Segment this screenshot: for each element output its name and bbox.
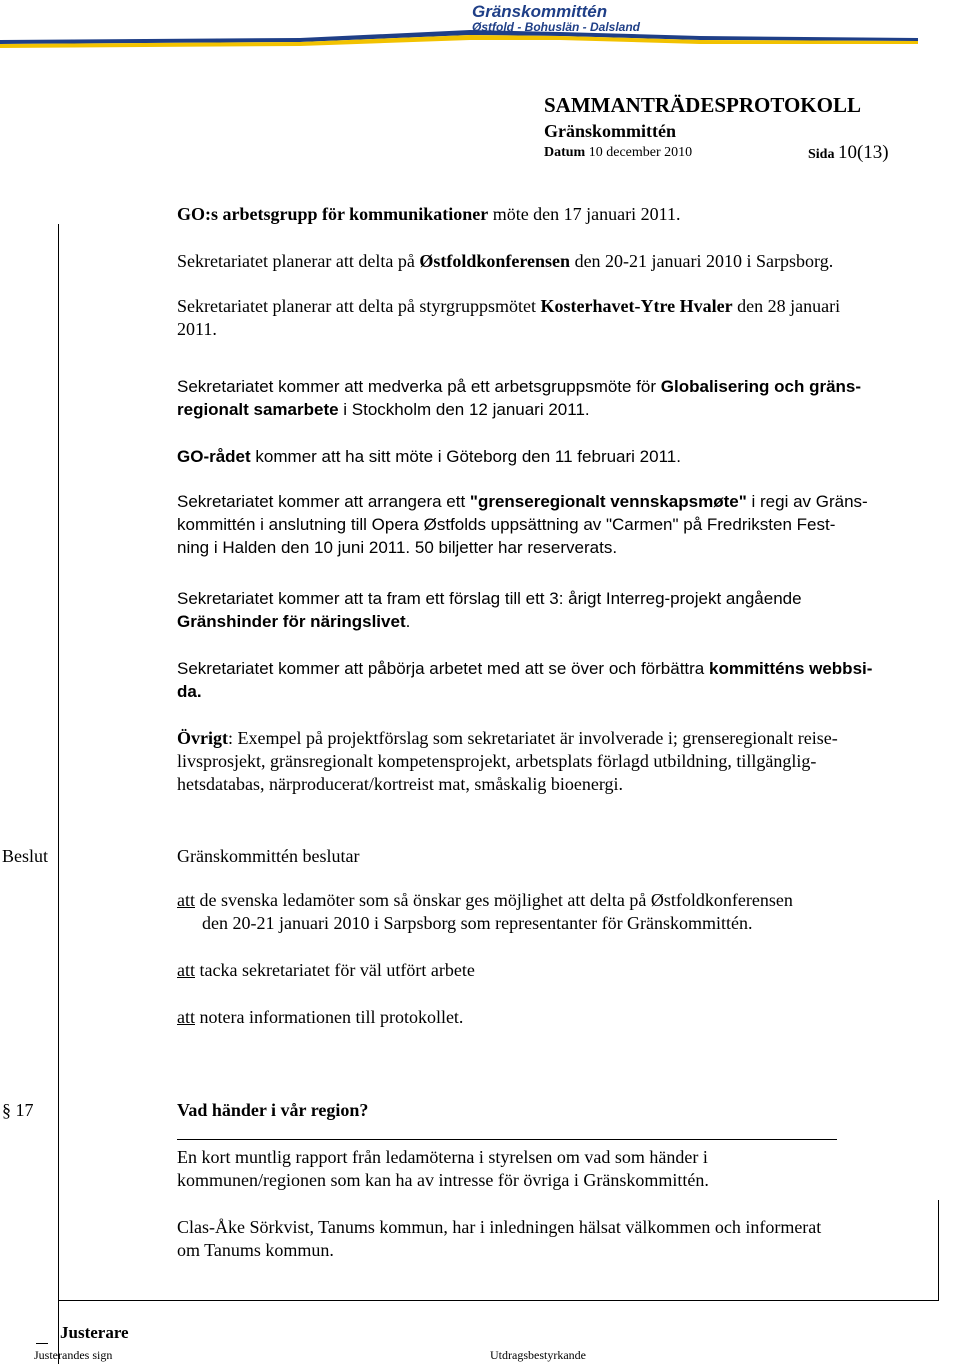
right-rule: [938, 1200, 939, 1300]
para-3: Sekretariatet planerar att delta på styrgruppsmötet Kosterhavet-Ytre Hvaler den 28 januari 2011.: [177, 296, 841, 339]
para-1: GO:s arbetsgrupp för kommunikationer möte den 17 januari 2011.: [177, 204, 681, 224]
beslut-item-2: att tacka sekretariatet för väl utfört arbete: [177, 960, 475, 980]
para-4: Sekretariatet kommer att medverka på ett arbetsgruppsmöte för Globalisering och gräns- regionalt samarbete i Stockholm den 12 januari 2011.: [177, 377, 862, 419]
page-value: 10(13): [837, 142, 889, 163]
footer-rule: [58, 1300, 939, 1301]
section-number: § 17: [2, 1100, 34, 1120]
section-rule: [177, 1139, 837, 1140]
footer-dash: [36, 1343, 48, 1344]
page-number: [808, 142, 889, 164]
organization-name: Gränskommittén: [544, 121, 676, 141]
footer-justerandes-sign: Justerandes sign: [34, 1348, 113, 1362]
para-8: Sekretariatet kommer att påbörja arbetet med att se över och förbättra kommitténs webbsi- da.: [177, 659, 873, 701]
logo-subtitle: Østfold - Bohuslän - Dalsland: [472, 20, 641, 34]
section-para-1: En kort muntlig rapport från ledamöterna i styrelsen om vad som händer i kommunen/regionen som kan ha av intresse för övriga i Gränskommittén.: [177, 1147, 709, 1190]
footer-justerare: Justerare: [60, 1323, 129, 1342]
para-2: Sekretariatet planerar att delta på Østfoldkonferensen den 20-21 januari 2010 i Sarpsborg.: [177, 251, 834, 271]
date-label: Datum: [544, 145, 586, 160]
margin-rule: [58, 224, 59, 1364]
beslut-label: Beslut: [2, 846, 49, 866]
para-5: GO-rådet kommer att ha sitt möte i Göteborg den 11 februari 2011.: [177, 447, 681, 466]
beslut-item-3: att notera informationen till protokollet.: [177, 1007, 464, 1027]
para-6: Sekretariatet kommer att arrangera ett "grenseregionalt vennskapsmøte" i regi av Gräns- kommittén i anslutning till Opera Østfolds uppsättning av "Carmen" på Fredriksten Fest- ning i Halden den 10 juni 2011. 50 biljetter har reserverats.: [177, 492, 868, 557]
date-value: 10 december 2010: [588, 145, 693, 160]
beslut-item-1: att de svenska ledamöter som så önskar ges möjlighet att delta på Østfoldkonferensen den 20-21 januari 2010 i Sarpsborg som representanter för Gränskommittén.: [177, 890, 793, 933]
footer-utdragsbestyrkande: Utdragsbestyrkande: [490, 1348, 586, 1362]
para-7: Sekretariatet kommer att ta fram ett förslag till ett 3: årigt Interreg-projekt angående Gränshinder för näringslivet.: [177, 589, 802, 631]
logo-title: Gränskommittén: [472, 2, 608, 21]
page-label: Sida: [808, 147, 835, 162]
para-9: Övrigt: Exempel på projektförslag som sekretariatet är involverade i; grenseregionalt reise- livsprosjekt, gränsregionalt kompetensprojekt, arbetsplats förlagd utbildning, tillgänglig- hetsdatabas, närproducerat/kortreist mat, småskalig bioenergi.: [177, 728, 838, 794]
section-para-2: Clas-Åke Sörkvist, Tanums kommun, har i inledningen hälsat välkommen och informerat om Tanums kommun.: [177, 1217, 822, 1260]
section-heading: Vad händer i vår region?: [177, 1100, 369, 1120]
document-title: SAMMANTRÄDESPROTOKOLL: [544, 93, 861, 117]
date-line: [544, 145, 692, 161]
beslut-intro: Gränskommittén beslutar: [177, 846, 360, 866]
